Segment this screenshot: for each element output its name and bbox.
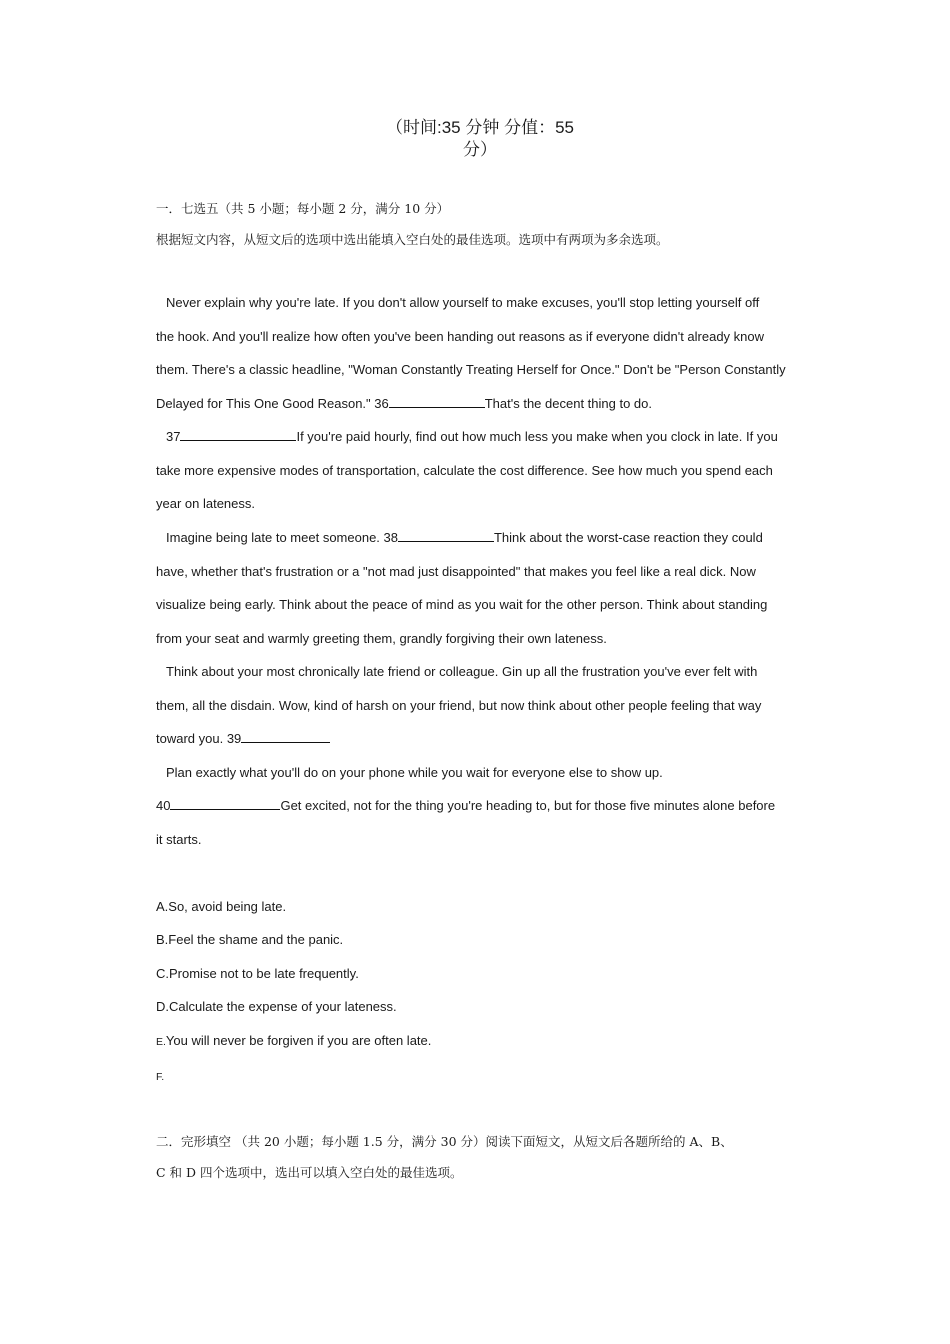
passage-text: That's the decent thing to do. (484, 396, 652, 411)
option-a: A.So, avoid being late. (156, 899, 287, 914)
answer-blank-39[interactable] (241, 731, 330, 743)
section1-instruction: 根据短文内容，从短文后的选项中选出能填入空白处的最佳选项。选项中有两项为多余选项。 (156, 232, 669, 247)
option-d: D.Calculate the expense of your lateness. (156, 999, 397, 1014)
option-f-letter: F. (156, 1071, 165, 1083)
passage-text: toward you. 39 (156, 731, 242, 746)
passage-line-38 (166, 530, 763, 545)
passage-text: 40 (156, 798, 171, 813)
answer-blank-36[interactable] (389, 396, 485, 408)
passage-line: Plan exactly what you'll do on your phone while you wait for everyone else to show up. (166, 765, 663, 780)
passage-text: Get excited, not for the thing you're heading to, but for those five minutes alone before (280, 798, 776, 813)
exam-header (380, 117, 580, 161)
option-f (156, 1068, 164, 1083)
option-e-text: You will never be forgiven if you are often late. (165, 1033, 432, 1048)
passage-text: If you're paid hourly, find out how much less you make when you clock in late. If you (296, 429, 778, 444)
section2-title: 二．完形填空 （共 20 小题；每小题 1.5 分，满分 30 分）阅读下面短文，从短文后各题所给的 A、B、 (156, 1134, 733, 1149)
option-e-letter: E. (156, 1036, 166, 1048)
passage-line: the hook. And you'll realize how often you've been handing out reasons as if everyone didn't already know (156, 329, 765, 344)
passage-line: them. There's a classic headline, "Woman Constantly Treating Herself for Once." Don't be "Person Constantly (156, 362, 786, 377)
passage-line-36 (156, 396, 652, 411)
answer-blank-37[interactable] (180, 429, 296, 441)
header-time-score: （时间:35 分钟 分值：55 (386, 118, 574, 137)
passage-text: Imagine being late to meet someone. 38 (166, 530, 398, 545)
passage-line: Think about your most chronically late friend or colleague. Gin up all the frustration you've ever felt with (166, 664, 758, 679)
section1-title: 一．七选五（共 5 小题；每小题 2 分，满分 10 分） (156, 201, 450, 216)
passage-line: it starts. (156, 832, 202, 847)
section2-instruction: C 和 D 四个选项中，选出可以填入空白处的最佳选项。 (156, 1165, 463, 1180)
passage-line: from your seat and warmly greeting them, grandly forgiving their own lateness. (156, 631, 607, 646)
option-e (156, 1033, 431, 1048)
passage-line-39 (156, 731, 330, 746)
passage-line-40 (156, 798, 775, 813)
answer-blank-40[interactable] (170, 798, 280, 810)
passage-line: year on lateness. (156, 496, 256, 511)
passage-text: Delayed for This One Good Reason." 36 (156, 396, 389, 411)
answer-blank-38[interactable] (398, 530, 494, 542)
header-score-unit: 分） (463, 140, 497, 159)
passage-line: them, all the disdain. Wow, kind of harsh on your friend, but now think about other people feeling that way (156, 698, 762, 713)
option-b: B.Feel the shame and the panic. (156, 932, 344, 947)
passage-line: Never explain why you're late. If you don't allow yourself to make excuses, you'll stop letting yourself off (166, 295, 760, 310)
passage-text: 37 (166, 429, 181, 444)
passage-text: Think about the worst-case reaction they could (493, 530, 763, 545)
passage-line: take more expensive modes of transportation, calculate the cost difference. See how much you spend each (156, 463, 773, 478)
passage-line: visualize being early. Think about the peace of mind as you wait for the other person. Think about standing (156, 597, 768, 612)
passage-line-37 (166, 429, 778, 444)
option-c: C.Promise not to be late frequently. (156, 966, 359, 981)
passage-line: have, whether that's frustration or a "not mad just disappointed" that makes you feel like a real dick. Now (156, 564, 756, 579)
